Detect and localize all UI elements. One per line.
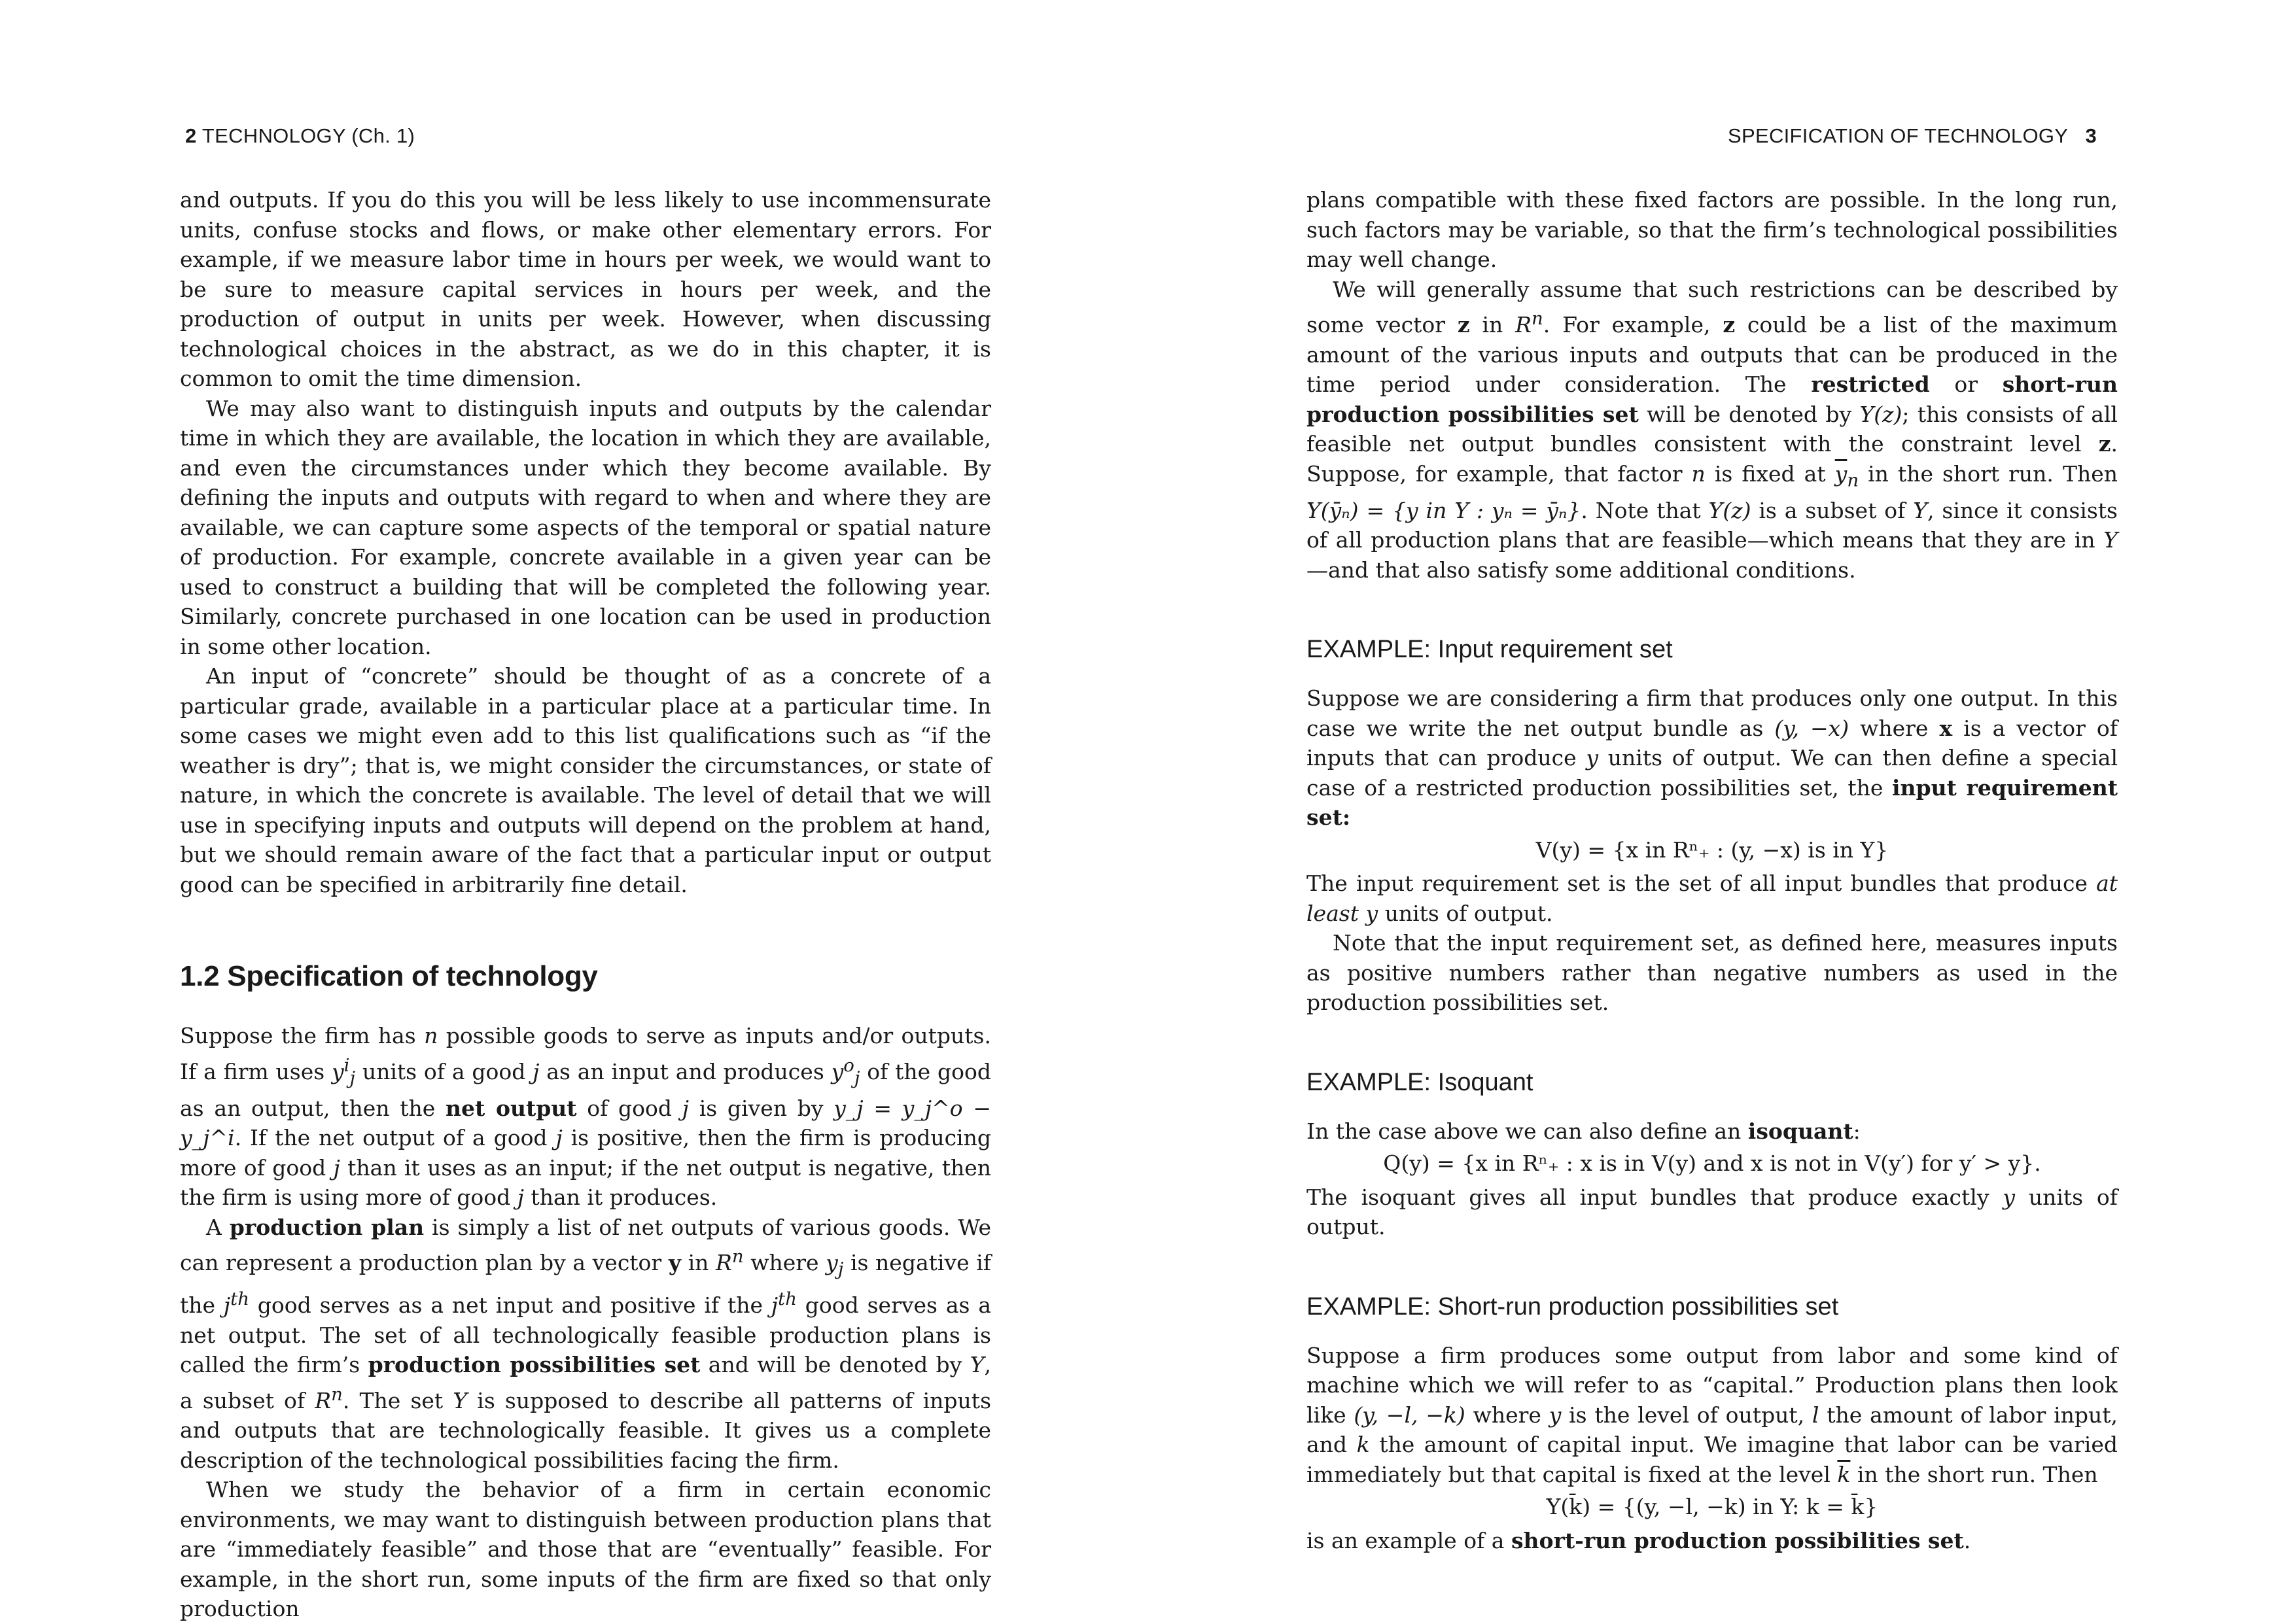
term-production-plan: production plan xyxy=(229,1214,425,1240)
equation-short-run-set: Y(k̄) = {(y, −l, −k) in Y: k = k̄} xyxy=(1546,1494,1878,1520)
paragraph: The isoquant gives all input bundles that produce exactly y units of output. xyxy=(1306,1184,2118,1240)
term-short-run-production-possibilities-set: short-run production possibilities set xyxy=(1511,1527,1964,1553)
term-isoquant: isoquant xyxy=(1747,1118,1853,1144)
paragraph: Suppose a firm produces some output from labor and some kind of machine which we will refer to as “capital.” Production plans then look like (y, −l, −k) where y is the level of output, l the amount of labor input, and k the amount of capital input. We imagine that labor can be varied immediately but that capital is fixed at the level $\overline{k}$ in the short run. Then xyxy=(1306,1342,2118,1487)
term-input-requirement-set: input requirement set: xyxy=(1306,774,2118,831)
equation-isoquant: Q(y) = {x in Rⁿ₊ : x is in V(y) and x is not in V(y′) for y′ > y}. xyxy=(1383,1150,2041,1177)
chapter-title: TECHNOLOGY (Ch. 1) xyxy=(201,124,415,147)
paragraph-input-requirement: Suppose we are considering a firm that produces only one output. In this case we write the net output bundle as (y, −x) where x is a vector of inputs that can produce y units of output. We can then define a special case of a restricted production possibilities set, the input requirement set: xyxy=(1306,685,2118,831)
term-short-run-set: short-run production possibilities set xyxy=(1306,371,2118,427)
paragraph-net-output: Suppose the firm has n possible goods to serve as inputs and/or outputs. If a firm uses $y^i_j$ units of a good j as an input and produces $y^o_j$ of the good as an output, then the net output of good j is given by y_j = y_j^o − y_j^i. If the net output of a good j is positive, then the firm is producing more of good j than it uses as an input; if the net output is negative, then the firm is using more of good j than it produces. xyxy=(180,1023,991,1211)
page-number: 2 xyxy=(185,124,197,147)
example-heading-input-requirement-set: EXAMPLE: Input requirement set xyxy=(1306,636,1673,664)
short-run-set-formula: Y(ȳₙ) = {y in Y : yₙ = ȳₙ} xyxy=(1306,497,1581,523)
paragraph: plans compatible with these fixed factors are possible. In the long run, such factors may be variable, so that the firm’s technological possibilities may well change. xyxy=(1306,187,2118,272)
right-page xyxy=(1148,0,2295,1622)
running-header-right xyxy=(1728,124,2097,148)
paragraph: We may also want to distinguish inputs and outputs by the calendar time in which they are available, the location in which they are available, and even the circumstances under which they become available. By defining the inputs and outputs with regard to when and where they are available, we can capture some aspects of the temporal or spatial nature of production. For example, concrete available in a given year can be used to construct a building that will be completed the following year. Similarly, concrete purchased in one location can be used in production in some other location. xyxy=(180,395,991,659)
paragraph: Note that the input requirement set, as defined here, measures inputs as positive numbers rather than negative numbers as used in the production possibilities set. xyxy=(1306,930,2118,1016)
left-text-column xyxy=(180,185,991,1624)
equation-input-requirement-set: V(y) = {x in Rⁿ₊ : (y, −x) is in Y} xyxy=(1535,837,1889,863)
paragraph: The input requirement set is the set of all input bundles that produce at least y units of output. xyxy=(1306,871,2118,926)
page-number: 3 xyxy=(2085,124,2097,147)
paragraph-restricted-set: We will generally assume that such restrictions can be described by some vector z in $R^n$. For example, z could be a list of the maximum amount of the various inputs and outputs that can be produced in the time period under consideration. The restricted or short-run production possibilities set will be denoted by Y(z); this consists of all feasible net output bundles consistent with the constraint level z. Suppose, for example, that factor n is fixed at $\overline{y}_n$ in the short run. Then Y(ȳₙ) = {y in Y : yₙ = ȳₙ}. Note that Y(z) is a subset of Y, since it consists of all production plans that are feasible—which means that they are in Y—and that also satisfy some additional conditions. xyxy=(1306,276,2118,583)
running-header-left xyxy=(185,124,415,148)
paragraph-production-plan: A production plan is simply a list of net outputs of various goods. We can represent a production plan by a vector y in $R^n$ where $y_j$ is negative if the $j^{th}$ good serves as a net input and positive if the $j^{th}$ good serves as a net output. The set of all technologically feasible production plans is called the firm’s production possibilities set and will be denoted by Y, a subset of $R^n$. The set Y is supposed to describe all patterns of inputs and outputs that are technologically feasible. It gives us a complete description of the technological possibilities facing the firm. xyxy=(180,1214,992,1473)
term-restricted: restricted xyxy=(1811,371,1930,397)
term-net-output: net output xyxy=(446,1095,577,1121)
right-text-column xyxy=(1306,185,2118,1555)
paragraph: is an example of a short-run production possibilities set. xyxy=(1306,1527,1971,1553)
left-page xyxy=(0,0,1148,1622)
example-heading-short-run-set: EXAMPLE: Short-run production possibilities set xyxy=(1306,1292,1839,1321)
term-production-possibilities-set: production possibilities set xyxy=(368,1352,701,1378)
paragraph: and outputs. If you do this you will be less likely to use incommensurate units, confuse stocks and flows, or make other elementary errors. For example, if we measure labor time in hours per week, we would want to be sure to measure capital services in hours per week, and the production of output in units per week. However, when discussing technological choices in the abstract, as we do in this chapter, it is common to omit the time dimension. xyxy=(180,187,991,391)
section-running-title: SPECIFICATION OF TECHNOLOGY xyxy=(1728,124,2068,147)
paragraph: An input of “concrete” should be thought of as a concrete of a particular grade, available in a particular place at a particular time. In some cases we might even add to this list qualifications such as “if the weather is dry”; that is, we might consider the circumstances, or state of nature, in which the concrete is available. The level of detail that we will use in specifying inputs and outputs will depend on the problem at hand, but we should remain aware of the fact that a particular input or output good can be specified in arbitrarily fine detail. xyxy=(180,663,991,897)
paragraph: When we study the behavior of a firm in certain economic environments, we may want to distinguish between production plans that are “immediately feasible” and those that are “eventually” feasible. For example, in the short run, some inputs of the firm are fixed so that only production xyxy=(180,1477,991,1622)
paragraph: In the case above we can also define an isoquant: xyxy=(1306,1118,1861,1144)
section-heading: 1.2 Specification of technology xyxy=(180,960,598,992)
example-heading-isoquant: EXAMPLE: Isoquant xyxy=(1306,1068,1533,1096)
net-output-formula: y_j = y_j^o − y_j^i xyxy=(180,1095,991,1151)
